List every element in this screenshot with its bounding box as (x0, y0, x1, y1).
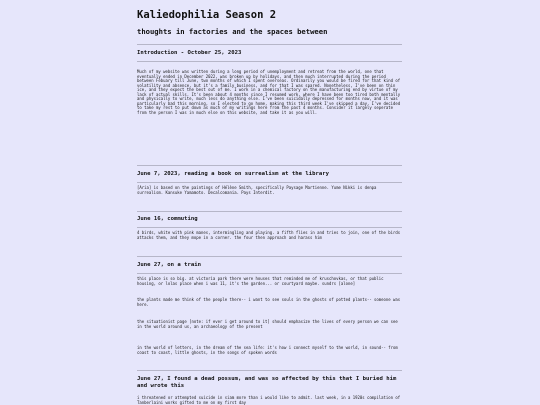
divider (137, 61, 402, 62)
site-title: Kaliedophilia Season 2 (137, 9, 277, 21)
divider (137, 273, 402, 274)
entry-paragraph: Much of my website was written during a long period of unemployment and retreat from the world, one that eventually ended in December 2022, was broken up by holidays, and then much interrupted during the period between Febuary till June, two months of which I spent overseas. Ordinarily you would be fired for that kind of volatility and absence, but it's a family business, and for that I was spared. Nonetheless, I've been on thin ice, and they expect the best out of me. I work in a chemical factory on the manufacturing end by virtue of my lack of actual skills. It's been about 4 months since I resumed work, where I have been too tired both mentally and physically to write, much less do anything else. I've been suicidally depressed for months now, and it was particularly bad this morning, so I elected to go home, making this third week I've skipped a day. I've decided to take my rest to put down as much of my writings here from the past 4 months. Consider it largely seperate from the person I was in much else on this website, and take it as you will. (137, 69, 401, 115)
divider (137, 256, 402, 257)
entry-paragraph: the plants made me think of the people there-- i want to see souls in the ghosts of potted plants-- someone was here. (137, 297, 401, 307)
divider (137, 227, 402, 228)
entry-title-june-27-possum: June 27, I found a dead possum, and was so affected by this that I buried him and wrote this (137, 376, 397, 389)
entry-paragraph: this place is so big. at victoria park there were houses that reminded me of kruschovkas, or that public housing, or lolas place when i was 11, it's the garden... or courtyard maybe. sundrs [alone] (137, 276, 384, 286)
entry-paragraph: [Aria] is based on the paintings of Hélène Smith, specifically Paysage Martienne. Yume Nikki is denpa surrealism. Kansuke Yamamoto. Decalcomania. Pays Interdit. (137, 185, 377, 195)
entry-title-june-7: June 7, 2023, reading a book on surrealism at the library (137, 171, 329, 177)
divider (137, 165, 402, 166)
entry-paragraph: in the world of letters, in the dream of the sea life: it's how i connect myself to the world, in sound-- from coast to coast, little ghosts, in the songs of spoken words (137, 345, 398, 355)
entry-paragraph: the situationist page [note: if ever i get around to it] should emphasize the lives of every person we can see in the world around us, an archaeology of the present (137, 319, 398, 329)
divider (137, 211, 402, 212)
divider (137, 44, 402, 45)
divider (137, 370, 402, 371)
entry-title-june-27-train: June 27, on a train (137, 262, 201, 268)
entry-title-june-16: June 16, commuting (137, 216, 198, 222)
entry-title-introduction: Introduction - October 25, 2023 (137, 50, 242, 56)
entry-paragraph: 4 birds, white with pink manes, intermingling and playing. a fifth flies in and tries to join, one of the birds attacks them, and they mope in a corner. the four then approach and harass him (137, 230, 401, 240)
divider (137, 182, 402, 183)
entry-paragraph: i threatened or attempted suicide in siam more than i would like to admit. last week, in a 1920s compilation of Tanberlaini works gifted to me on my first day (137, 395, 401, 405)
site-subtitle: thoughts in factories and the spaces between (137, 27, 328, 36)
